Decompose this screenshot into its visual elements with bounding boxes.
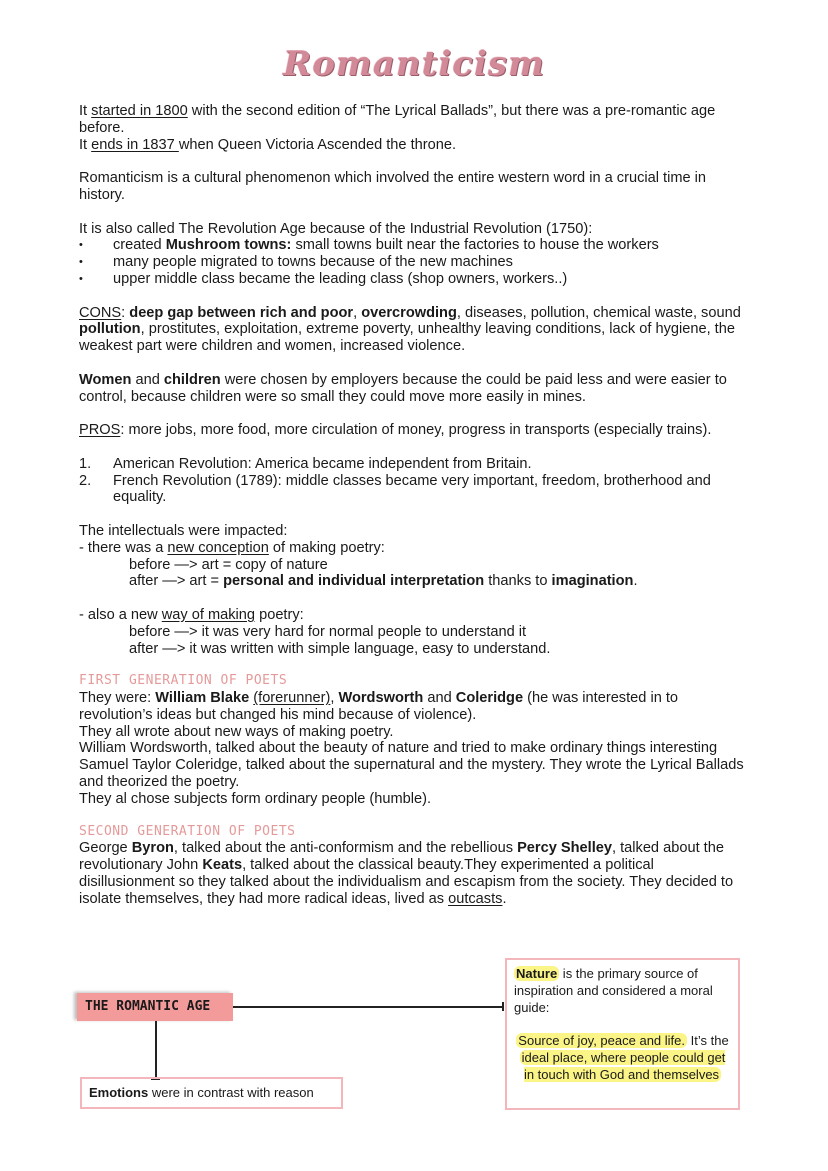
bullet-item: • created Mushroom towns: small towns built near the factories to house the workers (79, 237, 751, 254)
second-generation-heading: SECOND GENERATION OF POETS (79, 823, 296, 839)
document-body (79, 103, 751, 908)
bullet-item: • many people migrated to towns because of the new machines (79, 254, 751, 271)
underlined-start-date: started in 1800 (91, 103, 188, 119)
page-title: Romanticism (282, 44, 545, 84)
central-node-romantic-age: THE ROMANTIC AGE (77, 993, 233, 1021)
first-generation-line-4: Samuel Taylor Coleridge, talked about the supernatural and the mystery. They wrote the Lyrical Ballads and theorized the poetry. (79, 757, 744, 791)
list-item: 2. French Revolution (1789): middle classes became very important, freedom, brotherhood and equality. (79, 472, 711, 506)
underlined-end-date: ends in 1837 (91, 136, 179, 153)
first-generation-heading: FIRST GENERATION OF POETS (79, 673, 288, 689)
before-line-2: before —> it was very hard for normal people to understand it (129, 623, 527, 640)
after-line-1: after —> art = personal and individual interpretation thanks to imagination. (129, 573, 638, 590)
women-children-paragraph: Women and children were chosen by employers because the could be paid less and were easier to control, because children were so small they could move more easily in mines. (79, 371, 727, 405)
connector-line-down (155, 1021, 157, 1079)
nature-node (505, 958, 740, 1110)
bullet-item: • upper middle class became the leading class (shop owners, workers..) (79, 271, 751, 288)
revolution-age-lead: It is also called The Revolution Age because of the Industrial Revolution (1750): (79, 220, 593, 237)
after-line-2: after —> it was written with simple language, easy to understand. (129, 640, 551, 657)
nature-detail: Source of joy, peace and life. It’s the ideal place, where people could get in touch with God and themselves (518, 1033, 729, 1082)
first-generation-line-1: They were: William Blake (forerunner), Wordsworth and Coleridge (he was interested in to revolution’s ideas but changed his mind because of violence). (79, 690, 679, 723)
nature-intro: Nature is the primary source of inspiration and considered a moral guide: (514, 966, 713, 1015)
cons-label: CONS (79, 304, 122, 321)
list-item: 1. American Revolution: America became independent from Britain. (79, 455, 532, 472)
first-generation-line-5: They al chose subjects form ordinary people (humble). (79, 790, 432, 807)
emotions-node: Emotions were in contrast with reason (80, 1077, 343, 1109)
first-generation-line-3: William Wordsworth, talked about the beauty of nature and tried to make ordinary things interesting (79, 740, 718, 757)
revolutions-list (79, 456, 751, 506)
intro-line-2: It ends in 1837 when Queen Victoria Ascended the throne. (79, 136, 457, 153)
before-line-1: before —> art = copy of nature (129, 556, 328, 573)
nature-highlight: Nature (516, 966, 558, 981)
intellectuals-lead: The intellectuals were impacted: (79, 522, 288, 539)
intro-paragraph: Romanticism is a cultural phenomenon which involved the entire western word in a crucial time in history. (79, 170, 707, 203)
way-line: - also a new way of making poetry: (79, 606, 304, 623)
intro-line-1: It started in 1800 with the second edition of “The Lyrical Ballads”, but there was a pre-romantic age before. (79, 103, 716, 136)
pros-label: PROS (79, 422, 121, 439)
first-generation-line-2: They all wrote about new ways of making poetry. (79, 723, 394, 740)
conception-line: - there was a new conception of making poetry: (79, 539, 385, 556)
cons-paragraph: CONS: deep gap between rich and poor, overcrowding, diseases, pollution, chemical waste, sound pollution, prostitutes, exploitation, extreme poverty, unhealthy leaving conditions, lack of hygiene, the weakest part were children and women, increased violence. (79, 304, 741, 355)
connector-line-right (233, 1006, 503, 1008)
revolution-bullets (79, 237, 751, 287)
pros-paragraph: PROS: more jobs, more food, more circulation of money, progress in transports (especially trains). (79, 422, 712, 439)
connector-end-cap (502, 1002, 504, 1011)
second-generation-paragraph: George Byron, talked about the anti-conformism and the rebellious Percy Shelley, talked about the revolutionary John Keats, talked about the classical beauty.They experimented a political disillusionment so they talked about the individualism and escapism from the society. They decided to isolate themselves, they had more radical ideas, lived as outcasts. (79, 840, 734, 907)
